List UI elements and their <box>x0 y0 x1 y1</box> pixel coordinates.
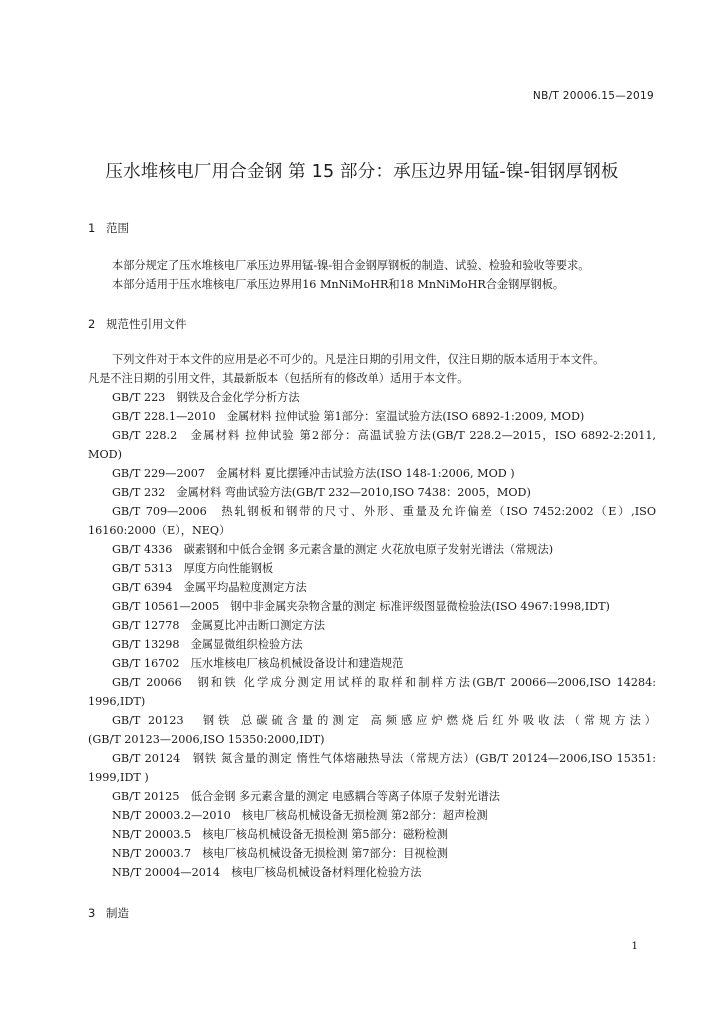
reference-item: GB/T 20125 低合金钢 多元素含量的测定 电感耦合等离子体原子发射光谱法 <box>112 790 500 803</box>
reference-item: GB/T 229—2007 金属材料 夏比摆锤冲击试验方法(ISO 148-1:2006, MOD ) <box>112 467 515 480</box>
reference-item: GB/T 232 金属材料 弯曲试验方法(GB/T 232—2010,ISO 7438：2005，MOD) <box>112 486 531 499</box>
page-number: 1 <box>631 940 638 952</box>
reference-item: 1999,IDT ) <box>88 771 149 784</box>
reference-item: GB/T 20066 钢和铁 化学成分测定用试样的取样和制样方法(GB/T 20066—2006,ISO 14284: <box>112 676 656 689</box>
section-1-heading <box>88 220 129 236</box>
reference-item: GB/T 20124 钢铁 氮含量的测定 惰性气体熔融热导法（常规方法）(GB/T 20124—2006,ISO 15351: <box>112 752 656 765</box>
section-3-heading <box>88 905 129 921</box>
reference-item: (GB/T 20123—2006,ISO 15350:2000,IDT) <box>88 733 325 746</box>
reference-item: NB/T 20003.7 核电厂核岛机械设备无损检测 第7部分：目视检测 <box>112 847 448 860</box>
reference-item: MOD) <box>88 448 122 461</box>
reference-item: GB/T 4336 碳素钢和中低合金钢 多元素含量的测定 火花放电原子发射光谱法（常规法) <box>112 543 554 556</box>
paragraph: 下列文件对于本文件的应用是必不可少的。凡是注日期的引用文件，仅注日期的版本适用于本文件。 <box>112 353 605 366</box>
section-2-heading <box>88 316 187 332</box>
reference-item: NB/T 20003.5 核电厂核岛机械设备无损检测 第5部分：磁粉检测 <box>112 828 448 841</box>
document-code: NB/T 20006.15—2019 <box>532 90 654 102</box>
reference-item: GB/T 10561—2005 钢中非金属夹杂物含量的测定 标准评级图显微检验法(ISO 4967:1998,IDT) <box>112 600 610 613</box>
reference-item: GB/T 13298 金属显微组织检验方法 <box>112 638 303 651</box>
reference-item: GB/T 5313 厚度方向性能钢板 <box>112 562 274 575</box>
reference-item: GB/T 20123 钢铁 总碳硫含量的测定 高频感应炉燃烧后红外吸收法（常规方法） <box>112 714 656 727</box>
reference-item: NB/T 20004—2014 核电厂核岛机械设备材料理化检验方法 <box>112 866 422 879</box>
paragraph: 本部分适用于压水堆核电厂承压边界用16 MnNiMoHR和18 MnNiMoHR合金钢厚钢板。 <box>112 278 565 291</box>
reference-item: GB/T 12778 金属夏比冲击断口测定方法 <box>112 619 325 632</box>
section-title: 规范性引用文件 <box>106 317 187 331</box>
section-number: 3 <box>88 906 96 920</box>
section-number: 1 <box>88 221 96 235</box>
reference-item: GB/T 6394 金属平均晶粒度测定方法 <box>112 581 307 594</box>
reference-item: GB/T 228.1—2010 金属材料 拉伸试验 第1部分：室温试验方法(ISO 6892-1:2009, MOD) <box>112 410 585 423</box>
reference-item: GB/T 223 钢铁及合金化学分析方法 <box>112 391 300 404</box>
reference-item: GB/T 709—2006 热轧钢板和钢带的尺寸、外形、重量及允许偏差（ISO 7452:2002（E）,ISO <box>112 505 656 518</box>
section-title: 范围 <box>106 221 129 235</box>
paragraph: 本部分规定了压水堆核电厂承压边界用锰-镍-钼合金钢厚钢板的制造、试验、检验和验收等要求。 <box>112 259 590 272</box>
section-number: 2 <box>88 317 96 331</box>
reference-item: NB/T 20003.2—2010 核电厂核岛机械设备无损检测 第2部分：超声检测 <box>112 809 488 822</box>
document-title: 压水堆核电厂用合金钢 第 15 部分：承压边界用锰-镍-钼钢厚钢板 <box>105 162 619 182</box>
paragraph: 凡是不注日期的引用文件，其最新版本（包括所有的修改单）适用于本文件。 <box>88 372 469 385</box>
section-title: 制造 <box>106 906 129 920</box>
reference-item: GB/T 228.2 金属材料 拉伸试验 第2部分：高温试验方法(GB/T 228.2—2015，ISO 6892-2:2011, <box>112 429 656 442</box>
reference-item: 16160:2000（E），NEQ） <box>88 524 231 537</box>
reference-item: GB/T 16702 压水堆核电厂核岛机械设备设计和建造规范 <box>112 657 404 670</box>
reference-item: 1996,IDT) <box>88 695 146 708</box>
